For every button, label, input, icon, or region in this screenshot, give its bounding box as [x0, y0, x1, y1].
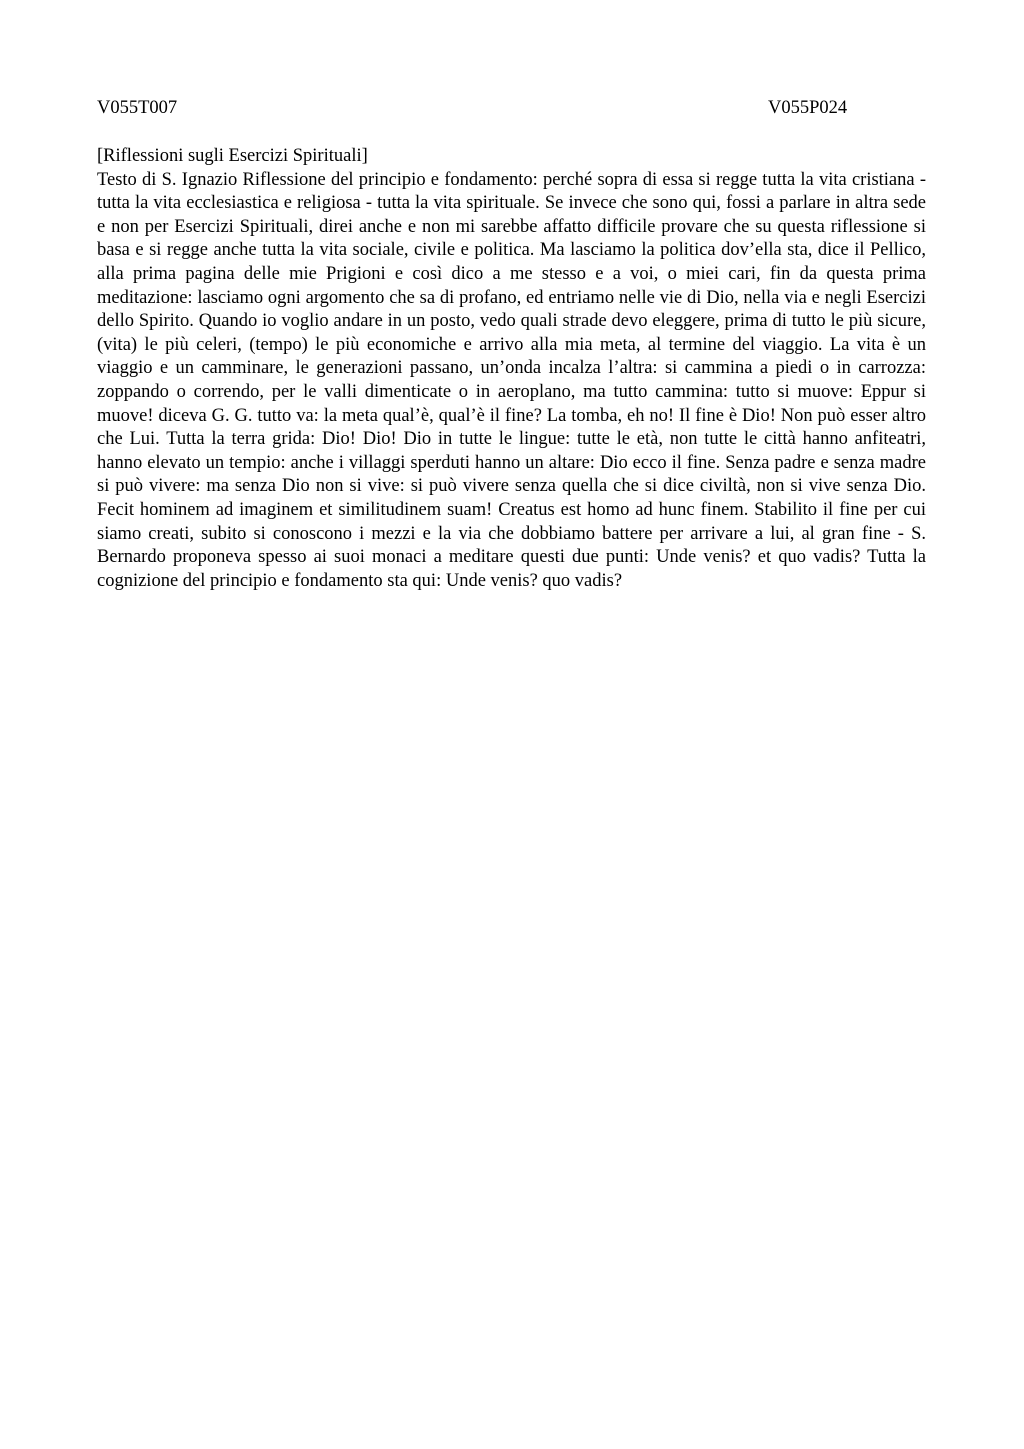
page-code: V055P024 — [768, 98, 848, 118]
document-code: V055T007 — [97, 98, 178, 118]
body-paragraph: Testo di S. Ignazio Riflessione del principio e fondamento: perché sopra di essa si regge tutta la vita cristiana - tutta la vita ecclesiastica e religiosa - tutta la vita spirituale. Se invece che sono qui, fossi a parlare in altra sede e non per Esercizi Spirituali, direi anche e non mi sarebbe affatto difficile provare che su questa riflessione si basa e si regge anche tutta la vita sociale, civile e politica. Ma lasciamo la politica dov’ella sta, dice il Pellico, alla prima pagina delle mie Prigioni e così dico a me stesso e a voi, o miei cari, fin da questa prima meditazione: lasciamo ogni argomento che sa di profano, ed entriamo nelle vie di Dio, nella via e negli Esercizi dello Spirito. Quando io voglio andare in un posto, vedo quali strade devo eleggere, prima di tutto le più sicure, (vita) le più celeri, (tempo) le più economiche e arrivo alla mia meta, al termine del viaggio. La vita è un viaggio e un camminare, le generazioni passano, un’onda incalza l’altra: si cammina a piedi o in carrozza: zoppando o correndo, per le valli dimenticate o in aeroplano, ma tutto cammina: tutto si muove: Eppur si muove! diceva G. G. tutto va: la meta qual’è, qual’è il fine? La tomba, eh no! Il fine è Dio! Non può esser altro che Lui. Tutta la terra grida: Dio! Dio! Dio in tutte le lingue: tutte le età, non tutte le città hanno anfiteatri, hanno elevato un tempio: anche i villaggi sperduti hanno un altare: Dio ecco il fine. Senza padre e senza madre si può vivere: ma senza Dio non si vive: si può vivere senza quella che si dice civiltà, non si vive senza Dio. Fecit hominem ad imaginem et similitudinem suam! Creatus est homo ad hunc finem. Stabilito il fine per cui siamo creati, subito si conoscono i mezzi e la via che dobbiamo battere per arrivare a lui, al gran fine - S. Bernardo proponeva spesso ai suoi monaci a meditare questi due punti: Unde venis? et quo vadis? Tutta la cognizione del principio e fondamento sta qui: Unde venis? quo vadis? — [97, 169, 926, 591]
document-page — [97, 95, 926, 593]
document-title: [Riflessioni sugli Esercizi Spirituali] — [97, 146, 368, 166]
page-header — [97, 95, 926, 121]
